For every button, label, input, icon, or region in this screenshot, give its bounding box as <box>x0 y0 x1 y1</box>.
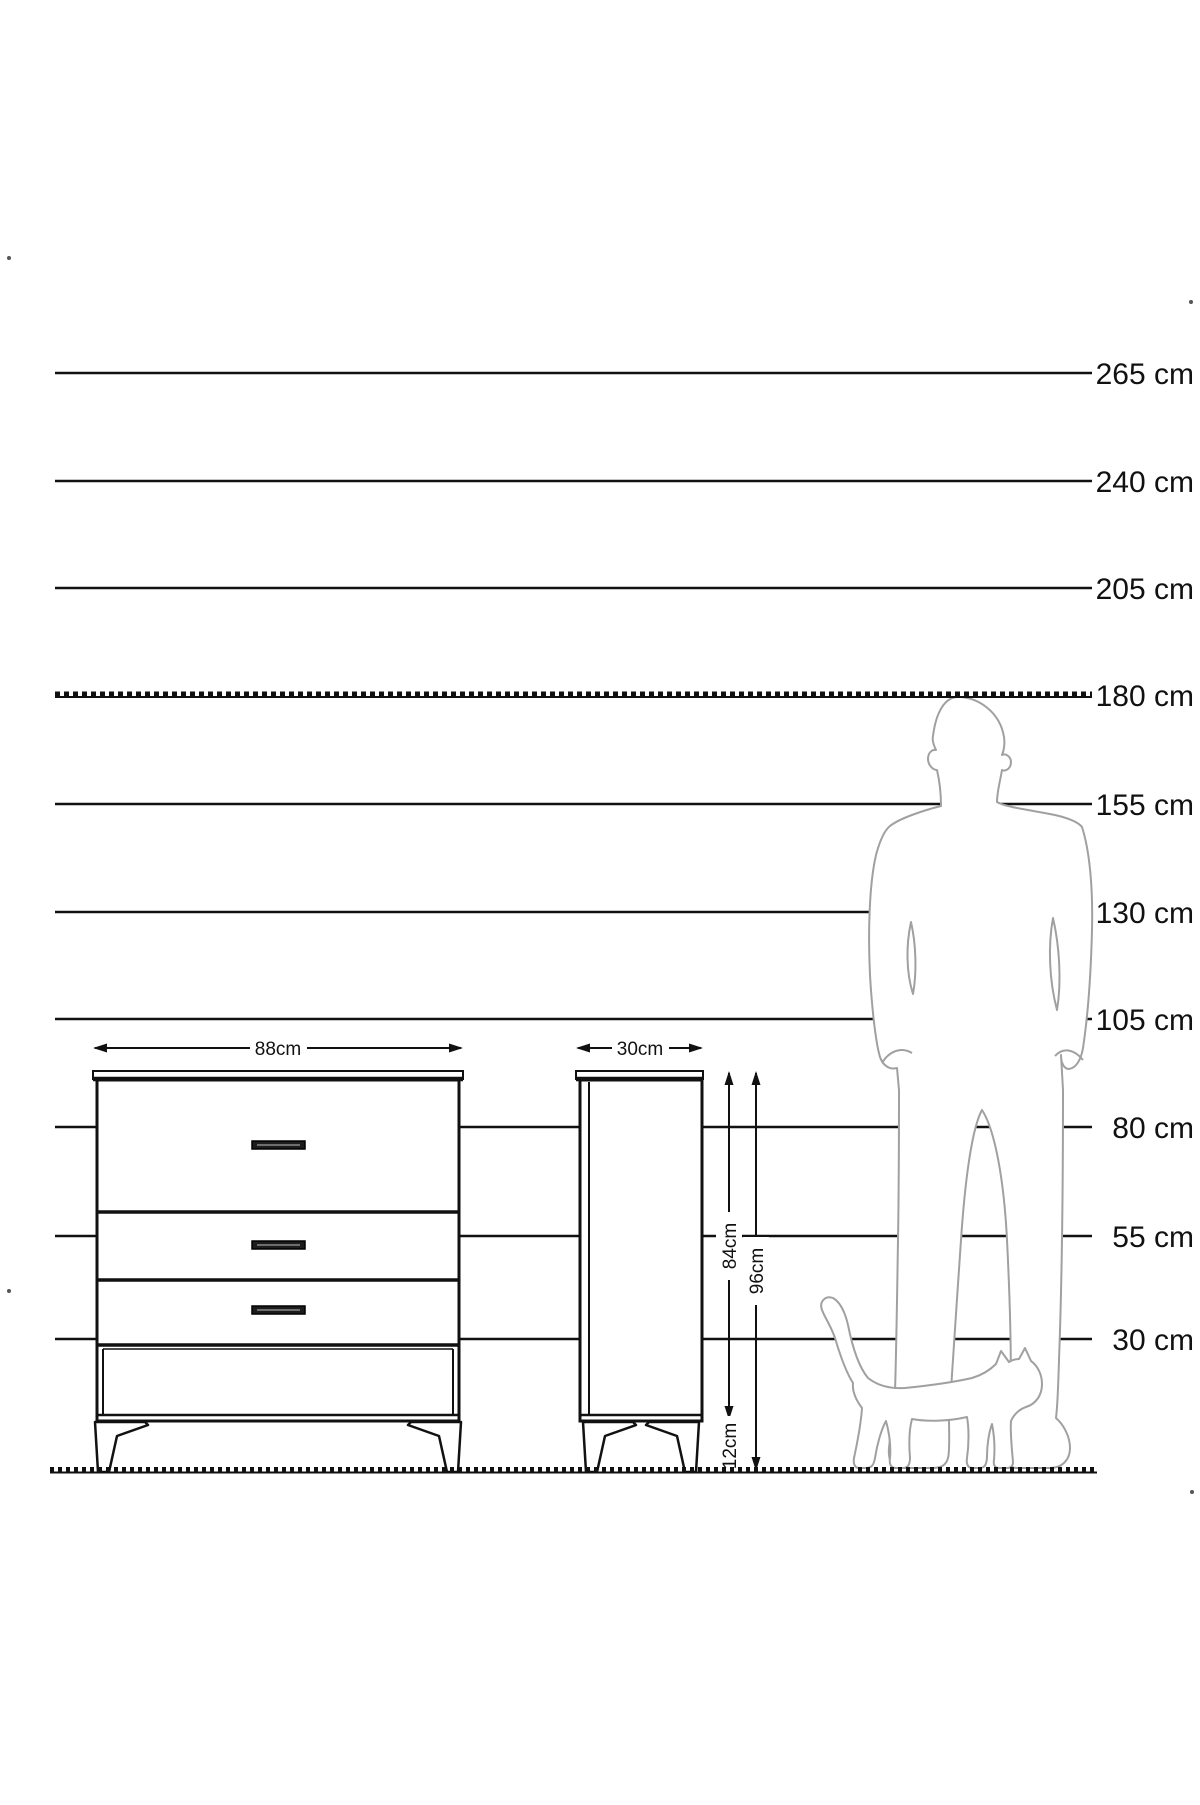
front-view-left-leg <box>95 1422 148 1472</box>
height-label-205: 205 cm <box>1095 573 1194 606</box>
front-width-dimension <box>93 1035 463 1061</box>
height-label-80: 80 cm <box>1112 1112 1194 1145</box>
height-label-240: 240 cm <box>1095 466 1194 499</box>
speck-top-left <box>7 256 11 260</box>
front-width-label: 88cm <box>254 1039 302 1060</box>
side-view-body <box>580 1080 702 1421</box>
dresser-front-view <box>93 1071 463 1472</box>
height-line-205 <box>55 573 1194 606</box>
side-depth-dimension <box>576 1035 703 1061</box>
height-label-105: 105 cm <box>1095 1004 1194 1037</box>
total-height-dimension <box>743 1071 769 1471</box>
height-label-30: 30 cm <box>1112 1324 1194 1357</box>
dresser-body <box>97 1080 459 1421</box>
side-view-left-leg <box>583 1422 636 1472</box>
height-label-155: 155 cm <box>1095 789 1194 822</box>
body-height-label: 84cm <box>720 1222 741 1270</box>
ground-line <box>50 1470 1097 1473</box>
front-width-arrow-left <box>93 1044 107 1053</box>
man-silhouette <box>869 697 1092 1468</box>
height-line-265 <box>55 358 1194 391</box>
body-height-dimension <box>716 1071 742 1420</box>
height-label-180: 180 cm <box>1095 680 1194 713</box>
front-view-right-leg <box>408 1422 461 1472</box>
body-height-arrow-top <box>725 1071 734 1085</box>
side-view-right-leg <box>646 1422 699 1472</box>
height-label-55: 55 cm <box>1112 1221 1194 1254</box>
speck-bottom-right <box>1190 1490 1194 1494</box>
height-label-265: 265 cm <box>1095 358 1194 391</box>
dresser-side-view <box>576 1071 703 1472</box>
front-width-arrow-right <box>449 1044 463 1053</box>
total-height-arrow-top <box>752 1071 761 1085</box>
height-label-130: 130 cm <box>1095 897 1194 930</box>
man-outline <box>869 697 1092 1468</box>
side-depth-label: 30cm <box>616 1039 664 1060</box>
leg-height-label: 12cm <box>720 1422 741 1470</box>
side-depth-arrow-left <box>576 1044 590 1053</box>
height-line-180 <box>55 680 1194 713</box>
total-height-label: 96cm <box>747 1247 768 1295</box>
speck-top-right <box>1189 300 1193 304</box>
speck-bottom-left <box>7 1289 11 1293</box>
height-line-240 <box>55 466 1194 499</box>
side-depth-arrow-right <box>689 1044 703 1053</box>
